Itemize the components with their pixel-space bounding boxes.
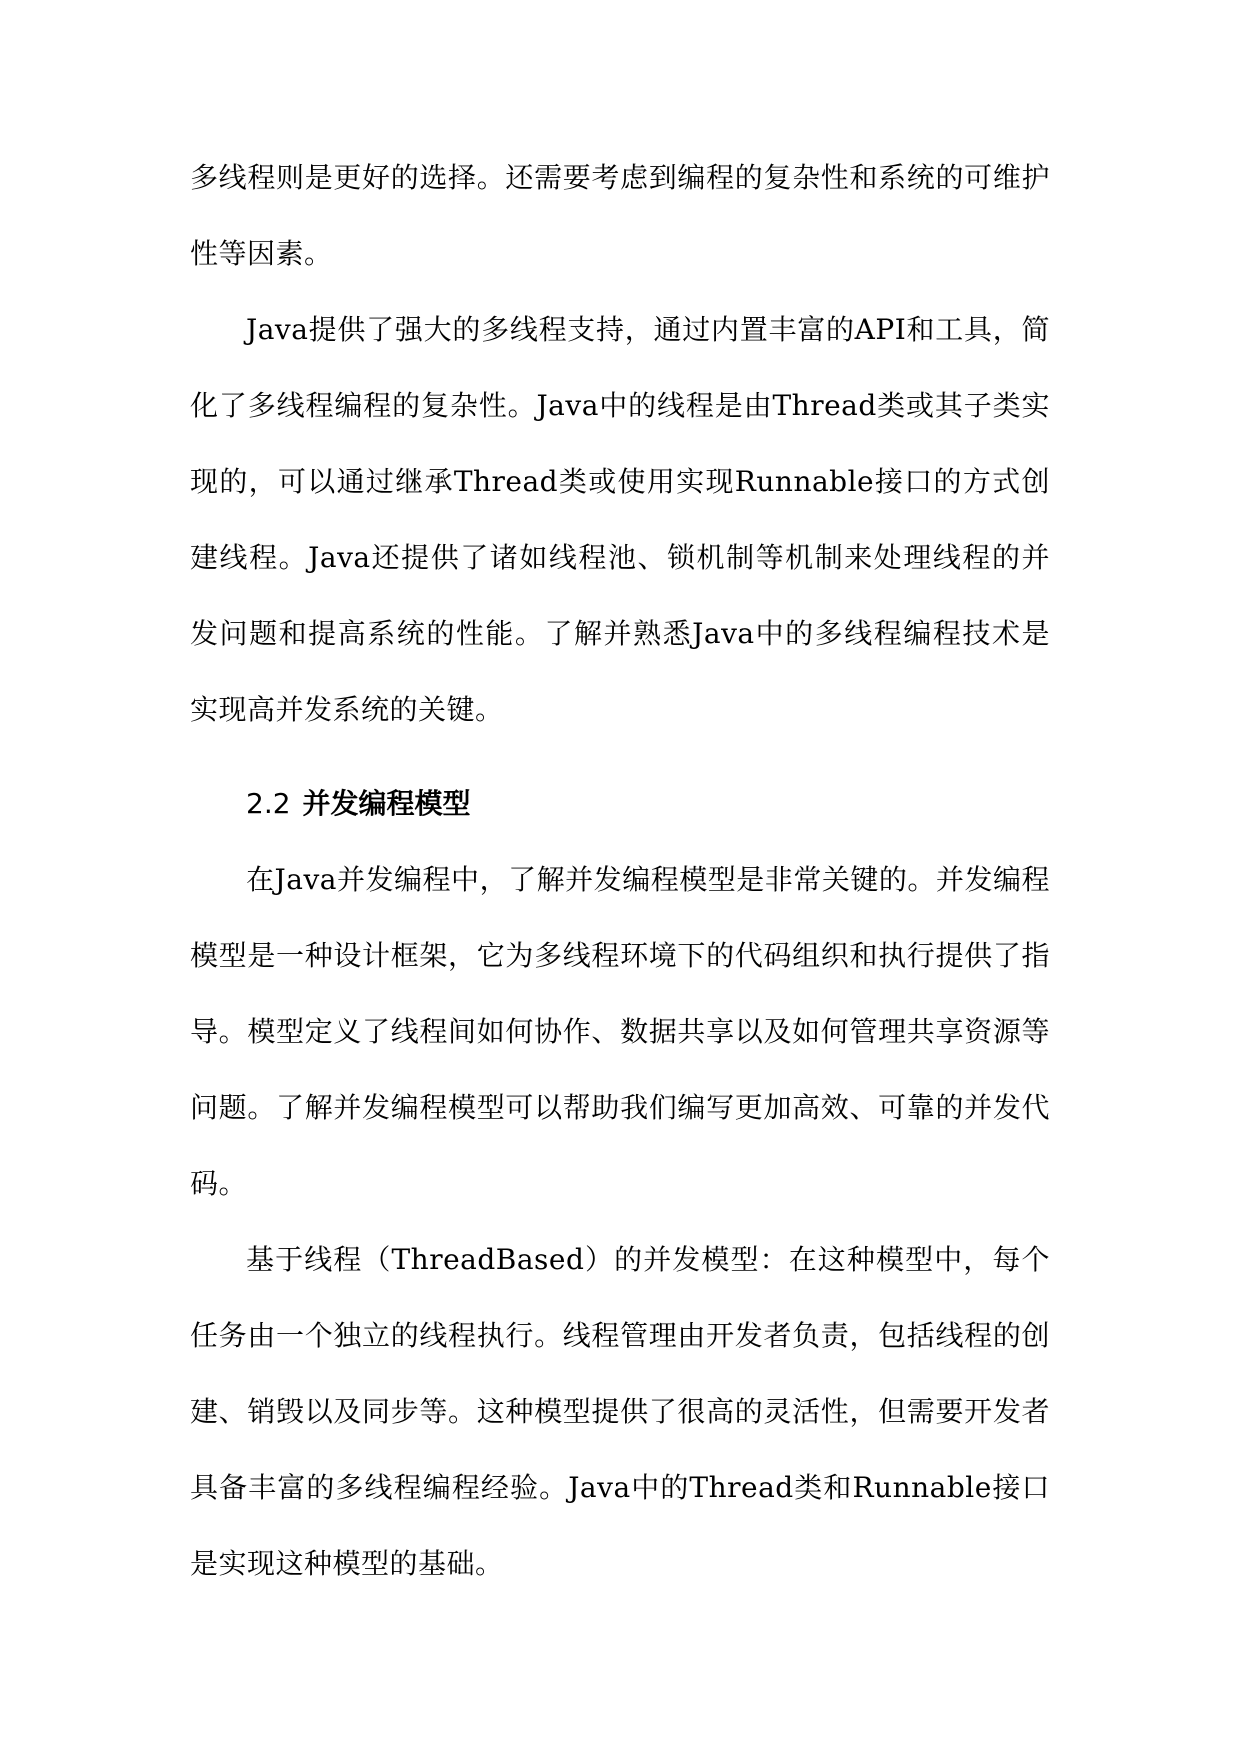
section-heading [190,766,1050,842]
paragraph-continuation: 多线程则是更好的选择。还需要考虑到编程的复杂性和系统的可维护性等因素。 [190,161,1050,270]
paragraph-thread-based-model: 基于线程（ThreadBased）的并发模型：在这种模型中，每个任务由一个独立的线程执行。线程管理由开发者负责，包括线程的创建、销毁以及同步等。这种模型提供了很高的灵活性，但需要开发者具备丰富的多线程编程经验。Java中的Thread类和Runnable接口是实现这种模型的基础。 [190,1243,1050,1580]
paragraph-java-multithreading: Java提供了强大的多线程支持，通过内置丰富的API和工具，简化了多线程编程的复杂性。Java中的线程是由Thread类或其子类实现的，可以通过继承Thread类或使用实现Runnable接口的方式创建线程。Java还提供了诸如线程池、锁机制等机制来处理线程的并发问题和提高系统的性能。了解并熟悉Java中的多线程编程技术是实现高并发系统的关键。 [190,313,1050,726]
section-title: 并发编程模型 [302,787,471,820]
paragraph-concurrency-model-intro: 在Java并发编程中，了解并发编程模型是非常关键的。并发编程模型是一种设计框架，它为多线程环境下的代码组织和执行提供了指导。模型定义了线程间如何协作、数据共享以及如何管理共享资源等问题。了解并发编程模型可以帮助我们编写更加高效、可靠的并发代码。 [190,863,1050,1200]
section-number: 2.2 [246,787,291,820]
page-content [190,140,1050,1602]
